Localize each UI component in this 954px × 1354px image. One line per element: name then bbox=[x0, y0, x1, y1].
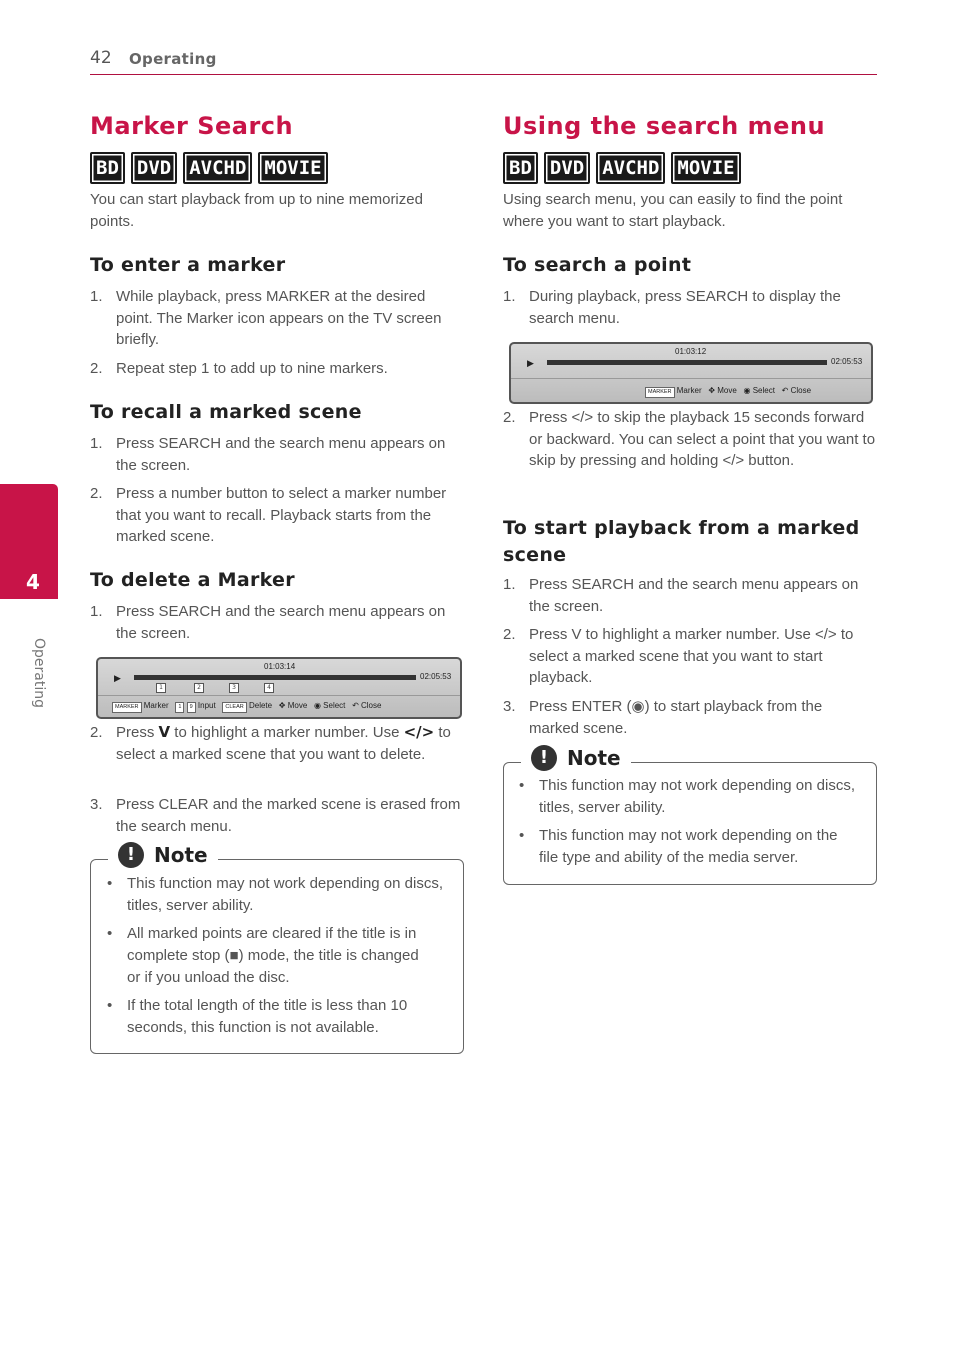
marker-3: 3 bbox=[229, 683, 239, 693]
enter-step-2: 2. Repeat step 1 to add up to nine markers. bbox=[90, 360, 388, 377]
return-icon: ↶ bbox=[352, 701, 359, 710]
left-right-symbol: </> bbox=[403, 723, 435, 741]
search-menu-intro: Using search menu, you can easily to find the point where you want to start playback. bbox=[503, 191, 843, 230]
play-icon: ▶ bbox=[114, 673, 121, 683]
section-name: Operating bbox=[129, 50, 217, 68]
header-divider bbox=[90, 74, 877, 75]
delete-step-3: 3. Press CLEAR and the marked scene is erased from the search menu. bbox=[90, 796, 461, 835]
start-marked-heading: To start playback from a marked scene bbox=[503, 517, 860, 566]
recall-step-2: 2. Press a number button to select a marker number that you want to recall. Playback starts from the marked scene. bbox=[90, 485, 447, 545]
dvd-badge: DVD bbox=[131, 152, 177, 184]
delete-step-1: 1. Press SEARCH and the search menu appears on the screen. bbox=[90, 603, 446, 642]
screen-divider bbox=[511, 378, 871, 379]
move-icon: ✥ bbox=[278, 701, 286, 710]
marker-note-header bbox=[108, 842, 218, 868]
note-item: • This function may not work depending on the file type and ability of the media server. bbox=[519, 827, 838, 866]
exclamation-icon: ! bbox=[118, 842, 144, 868]
marker-2: 2 bbox=[194, 683, 204, 693]
recall-step-1: 1. Press SEARCH and the search menu appears on the screen. bbox=[90, 435, 446, 474]
marker-search-badges bbox=[90, 152, 328, 180]
movie-badge: MOVIE bbox=[258, 152, 327, 184]
return-icon: ↶ bbox=[781, 386, 789, 395]
note-item: • This function may not work depending on discs, titles, server ability. bbox=[107, 875, 444, 914]
dvd-badge: DVD bbox=[544, 152, 590, 184]
note-item: • This function may not work depending on discs, titles, server ability. bbox=[519, 777, 856, 816]
page-number: 42 bbox=[90, 48, 112, 68]
search-point-heading: To search a point bbox=[503, 254, 692, 276]
marked-step-3: 3. Press ENTER (◉) to start playback from the marked scene. bbox=[503, 698, 823, 737]
down-arrow-symbol: V bbox=[158, 723, 171, 741]
search-step-2: 2. Press </> to skip the playback 15 seconds forward or backward. You can select a point that you want to skip by pressing and holding </> button. bbox=[503, 409, 876, 469]
bd-badge: BD bbox=[503, 152, 538, 184]
search-note-header bbox=[521, 745, 631, 771]
delete-step-2: 2. Press V to highlight a marker number. Use </> to select a marked scene that you want to delete. bbox=[90, 723, 451, 763]
total-time: 02:05:53 bbox=[831, 357, 863, 366]
screen-divider bbox=[98, 695, 460, 696]
bd-badge: BD bbox=[90, 152, 125, 184]
progress-bar bbox=[134, 675, 416, 680]
avchd-badge: AVCHD bbox=[596, 152, 665, 184]
exclamation-icon: ! bbox=[531, 745, 557, 771]
search-menu-badges bbox=[503, 152, 741, 180]
enter-marker-heading: To enter a marker bbox=[90, 254, 286, 276]
marker-search-title: Marker Search bbox=[90, 112, 294, 140]
chapter-label: Operating bbox=[31, 638, 47, 708]
total-time: 02:05:53 bbox=[420, 672, 452, 681]
search-menu-title: Using the search menu bbox=[503, 112, 826, 140]
note-item: • All marked points are cleared if the title is in complete stop (■) mode, the title is changed or if you unload the disc. bbox=[107, 925, 419, 986]
marked-step-1: 1. Press SEARCH and the search menu appears on the screen. bbox=[503, 576, 859, 615]
enter-icon: ◉ bbox=[743, 386, 751, 395]
marked-step-2: 2. Press V to highlight a marker number. Use </> to select a marked scene that you want to start playback. bbox=[503, 626, 854, 686]
screen-controls: MARKER Marker ✥ Move ◉ Select ↶ Close bbox=[645, 386, 811, 398]
search-step-1: 1. During playback, press SEARCH to display the search menu. bbox=[503, 288, 841, 327]
current-time: 01:03:14 bbox=[264, 662, 296, 671]
marker-search-intro: You can start playback from up to nine memorized points. bbox=[90, 191, 423, 230]
note-label: Note bbox=[154, 843, 208, 867]
chapter-number: 4 bbox=[26, 570, 40, 594]
delete-heading: To delete a Marker bbox=[90, 569, 295, 591]
recall-heading: To recall a marked scene bbox=[90, 401, 362, 423]
move-icon: ✥ bbox=[708, 386, 716, 395]
marker-search-screen bbox=[96, 657, 462, 719]
progress-bar bbox=[547, 360, 827, 365]
marker-1: 1 bbox=[156, 683, 166, 693]
movie-badge: MOVIE bbox=[671, 152, 740, 184]
note-label: Note bbox=[567, 746, 621, 770]
enter-icon: ◉ bbox=[313, 701, 321, 710]
search-menu-screen bbox=[509, 342, 873, 404]
play-icon: ▶ bbox=[527, 358, 534, 368]
screen-controls: MARKER Marker 1 9 Input CLEAR Delete ✥ Move ◉ Select ↶ Close bbox=[112, 701, 381, 713]
marker-4: 4 bbox=[264, 683, 274, 693]
current-time: 01:03:12 bbox=[675, 347, 707, 356]
enter-step-1: 1. While playback, press MARKER at the desired point. The Marker icon appears on the TV screen briefly. bbox=[90, 288, 442, 348]
avchd-badge: AVCHD bbox=[183, 152, 252, 184]
note-item: • If the total length of the title is less than 10 seconds, this function is not available. bbox=[107, 997, 408, 1036]
